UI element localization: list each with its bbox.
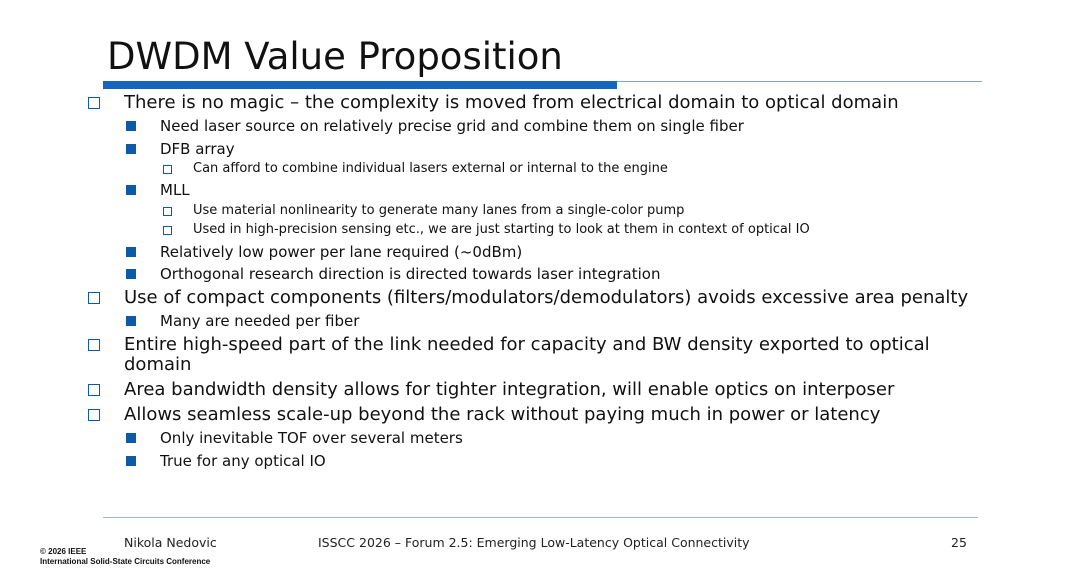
square-outline-bullet-icon bbox=[88, 409, 100, 421]
square-outline-bullet-icon bbox=[88, 384, 100, 396]
square-filled-bullet-icon bbox=[126, 121, 136, 131]
bullet-text: Entire high-speed part of the link needed for capacity and BW density exported to optical bbox=[124, 334, 930, 355]
square-filled-bullet-icon bbox=[126, 433, 136, 443]
bullet-text: DFB array bbox=[160, 140, 235, 158]
bullet-text: True for any optical IO bbox=[160, 452, 326, 470]
square-outline-bullet-icon bbox=[163, 165, 172, 174]
square-filled-bullet-icon bbox=[126, 185, 136, 195]
square-outline-bullet-icon bbox=[163, 226, 172, 235]
bullet-text: Orthogonal research direction is directed towards laser integration bbox=[160, 265, 661, 283]
square-outline-bullet-icon bbox=[88, 292, 100, 304]
slide-title: DWDM Value Proposition bbox=[107, 35, 563, 78]
page-number: 25 bbox=[951, 535, 967, 550]
bullet-text: Use of compact components (filters/modulators/demodulators) avoids excessive area penalty bbox=[124, 287, 969, 308]
bullet-text: There is no magic – the complexity is moved from electrical domain to optical domain bbox=[124, 92, 899, 113]
square-outline-bullet-icon bbox=[88, 339, 100, 351]
bullet-text: Allows seamless scale-up beyond the rack without paying much in power or latency bbox=[124, 404, 881, 425]
bullet-text-continuation: domain bbox=[124, 354, 192, 375]
copyright-line-1: © 2026 IEEE bbox=[40, 547, 87, 556]
square-filled-bullet-icon bbox=[126, 144, 136, 154]
copyright-line-2: International Solid-State Circuits Conference bbox=[40, 557, 211, 566]
square-outline-bullet-icon bbox=[163, 207, 172, 216]
square-filled-bullet-icon bbox=[126, 269, 136, 279]
bullet-text: Use material nonlinearity to generate many lanes from a single-color pump bbox=[193, 203, 685, 218]
square-filled-bullet-icon bbox=[126, 456, 136, 466]
square-filled-bullet-icon bbox=[126, 316, 136, 326]
title-accent-bar bbox=[103, 81, 617, 89]
footer-author: Nikola Nedovic bbox=[124, 535, 217, 550]
bullet-text: Area bandwidth density allows for tighter integration, will enable optics on interposer bbox=[124, 379, 895, 400]
bullet-text: MLL bbox=[160, 181, 190, 199]
bullet-text: Only inevitable TOF over several meters bbox=[160, 429, 463, 447]
bullet-text: Can afford to combine individual lasers external or internal to the engine bbox=[193, 161, 668, 176]
footer-divider bbox=[103, 517, 978, 518]
footer-event: ISSCC 2026 – Forum 2.5: Emerging Low-Latency Optical Connectivity bbox=[318, 535, 750, 550]
square-outline-bullet-icon bbox=[88, 97, 100, 109]
bullet-text: Used in high-precision sensing etc., we are just starting to look at them in context of optical IO bbox=[193, 222, 810, 237]
bullet-text: Many are needed per fiber bbox=[160, 312, 360, 330]
bullet-text: Relatively low power per lane required (~0dBm) bbox=[160, 243, 523, 261]
bullet-text: Need laser source on relatively precise grid and combine them on single fiber bbox=[160, 117, 744, 135]
square-filled-bullet-icon bbox=[126, 247, 136, 257]
